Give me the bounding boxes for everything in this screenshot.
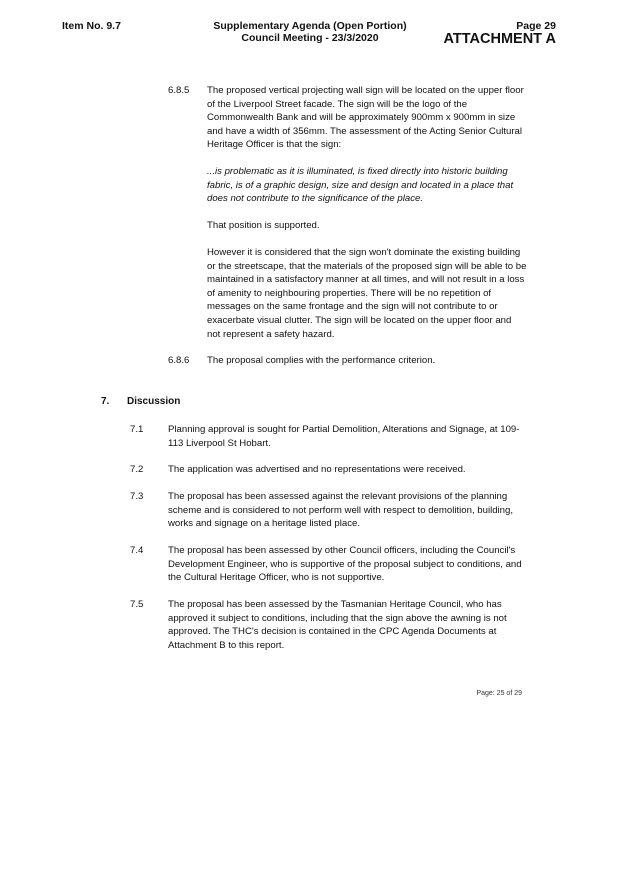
meeting-date: Council Meeting - 23/3/2020 bbox=[241, 32, 379, 44]
section-paragraph: That position is supported. bbox=[207, 220, 320, 231]
list-item-number: 7.4 bbox=[130, 545, 144, 556]
attachment-label: ATTACHMENT A bbox=[443, 31, 556, 47]
list-item-text: The proposal has been assessed against the relevant provisions of the planning scheme and is considered to not perform well with respect to demolition, building, works and signage on a heritage listed place. bbox=[168, 491, 514, 530]
heritage-quote: ...is problematic as it is illuminated, is fixed directly into historic building fabric, is of a graphic design, size and design and located in a place that does not contribute to the significance of the place. bbox=[207, 166, 514, 205]
list-item-text: The proposal has been assessed by other Council officers, including the Council's Development Engineer, who is supportive of the proposal subject to conditions, and the Cultural Heritage Officer, who is not supportive. bbox=[168, 545, 522, 584]
agenda-header bbox=[160, 20, 460, 44]
section-paragraph: However it is considered that the sign won't dominate the existing building or the streetscape, that the materials of the proposed sign will be able to be maintained in a satisfactory manner at all times, and will not result in a loss of amenity to neighbouring properties. There will be no repetition of messages on the same frontage and the sign will not contribute to or exacerbate visual clutter. The sign will be located on the upper floor and not represent a safety hazard. bbox=[207, 247, 527, 340]
list-item-text: Planning approval is sought for Partial Demolition, Alterations and Signage, at 109-113 Liverpool St Hobart. bbox=[168, 424, 520, 449]
agenda-title: Supplementary Agenda (Open Portion) bbox=[213, 20, 407, 32]
list-item-number: 7.1 bbox=[130, 424, 144, 435]
list-item-number: 7.5 bbox=[130, 599, 144, 610]
list-item-text: The application was advertised and no representations were received. bbox=[168, 464, 466, 475]
discussion-heading: Discussion bbox=[127, 396, 181, 407]
section-paragraph: The proposal complies with the performance criterion. bbox=[207, 355, 436, 366]
section-number: 6.8.6 bbox=[168, 355, 190, 366]
section-number: 6.8.5 bbox=[168, 85, 190, 96]
page-footer: Page: 25 of 29 bbox=[476, 690, 522, 697]
section-paragraph: The proposed vertical projecting wall sign will be located on the upper floor of the Liverpool Street facade. The sign will be the logo of the Commonwealth Bank and will be approximately 900mm x 900mm in size and have a width of 356mm. The assessment of the Acting Senior Cultural Heritage Officer is that the sign: bbox=[207, 85, 524, 151]
discussion-number: 7. bbox=[101, 396, 110, 407]
list-item-text: The proposal has been assessed by the Tasmanian Heritage Council, who has approved it subject to conditions, including that the sign above the awning is not approved. The THC's decision is contained in the CPC Agenda Documents at Attachment B to this report. bbox=[168, 599, 507, 651]
item-number: Item No. 9.7 bbox=[62, 20, 121, 32]
page-number: Page 29 bbox=[516, 20, 556, 32]
list-item-number: 7.3 bbox=[130, 491, 144, 502]
list-item-number: 7.2 bbox=[130, 464, 144, 475]
